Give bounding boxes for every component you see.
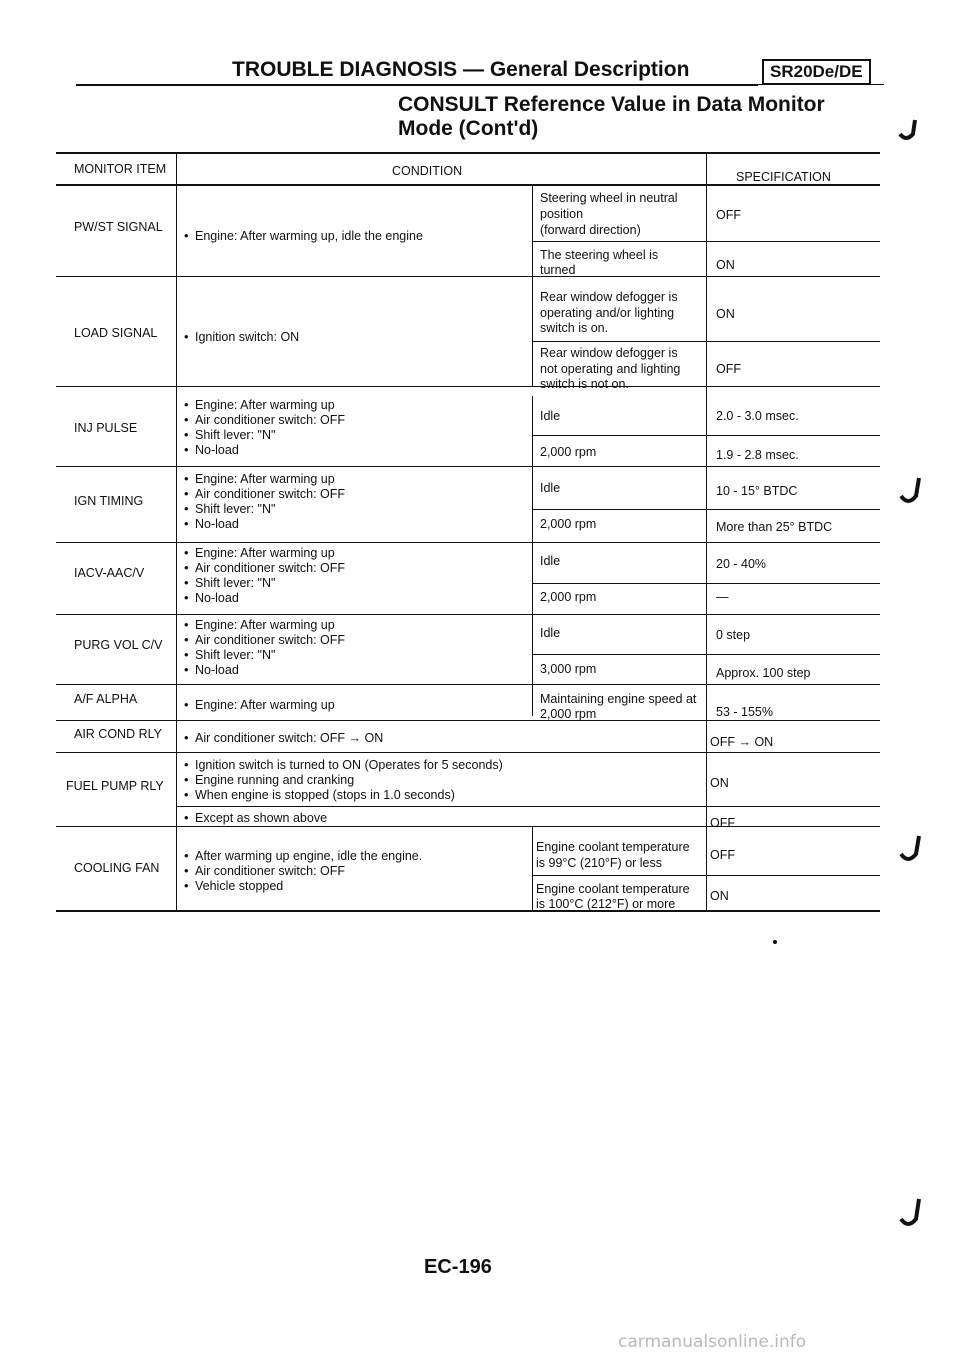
monitor-item: A/F ALPHA <box>74 692 138 706</box>
spec-value: ON <box>710 776 729 790</box>
monitor-item: FUEL PUMP RLY <box>66 779 164 793</box>
check-mark-icon <box>898 474 928 508</box>
check-mark-icon <box>896 116 926 146</box>
condition-text: • Engine: After warming up <box>184 697 335 713</box>
spec-value: OFF <box>710 848 735 862</box>
monitor-item: PW/ST SIGNAL <box>74 220 163 234</box>
sub-condition: not operating and lighting <box>540 362 681 376</box>
section-title-line2: Mode (Cont'd) <box>398 117 539 140</box>
monitor-item: IACV-AAC/V <box>74 566 145 580</box>
spec-value: OFF <box>710 816 735 830</box>
col-header-condition: CONDITION <box>392 164 463 178</box>
condition-text: • Engine: After warming up <box>184 471 335 487</box>
spec-value: 10 - 15° BTDC <box>716 484 798 498</box>
condition-text: • Engine running and cranking <box>184 772 354 788</box>
sub-condition: Rear window defogger is <box>540 346 678 360</box>
condition-text: • No-load <box>184 442 239 458</box>
engine-badge: SR20De/DE <box>762 59 871 85</box>
sub-condition: Idle <box>540 554 561 568</box>
condition-text: • Air conditioner switch: OFF → ON <box>184 730 383 746</box>
spec-value: OFF <box>716 208 741 222</box>
sub-condition: The steering wheel is <box>540 248 659 262</box>
spec-value: ON <box>716 258 735 272</box>
condition-text: • Shift lever: "N" <box>184 647 275 663</box>
sub-condition: operating and/or lighting <box>540 306 675 320</box>
sub-condition: Engine coolant temperature <box>536 882 690 896</box>
page-number: EC-196 <box>424 1256 492 1278</box>
condition-text: • After warming up engine, idle the engine. <box>184 848 422 864</box>
page-title: TROUBLE DIAGNOSIS — General Description <box>232 58 690 81</box>
monitor-item: PURG VOL C/V <box>74 638 163 652</box>
spec-value: ON <box>716 307 735 321</box>
spec-value: OFF <box>716 362 741 376</box>
spec-value: Approx. 100 step <box>716 666 811 680</box>
monitor-item: INJ PULSE <box>74 421 138 435</box>
condition-text: • Air conditioner switch: OFF <box>184 486 345 502</box>
sub-condition: Idle <box>540 626 561 640</box>
condition-text: • Shift lever: "N" <box>184 575 275 591</box>
col-header-specification: SPECIFICATION <box>736 170 831 184</box>
condition-text: • No-load <box>184 590 239 606</box>
spec-value: OFF → ON <box>710 735 774 749</box>
condition-text: • Except as shown above <box>184 810 327 826</box>
monitor-item: AIR COND RLY <box>74 727 162 741</box>
sub-condition: Engine coolant temperature <box>536 840 690 854</box>
spec-value: 0 step <box>716 628 751 642</box>
monitor-item: LOAD SIGNAL <box>74 326 158 340</box>
check-mark-icon <box>898 1195 928 1231</box>
spec-value: 1.9 - 2.8 msec. <box>716 448 799 462</box>
sub-condition: position <box>540 207 584 221</box>
sub-condition: is 99°C (210°F) or less <box>536 856 663 870</box>
footer-watermark: carmanualsonline.info <box>618 1332 807 1352</box>
condition-text: • Vehicle stopped <box>184 878 283 894</box>
sub-condition: Idle <box>540 481 561 495</box>
condition-text: • No-load <box>184 662 239 678</box>
condition-text: • Engine: After warming up <box>184 545 335 561</box>
condition-text: • Engine: After warming up <box>184 397 335 413</box>
condition-text: • Shift lever: "N" <box>184 427 275 443</box>
sub-condition: Idle <box>540 409 561 423</box>
condition-text: • Air conditioner switch: OFF <box>184 560 345 576</box>
condition-text: • When engine is stopped (stops in 1.0 seconds) <box>184 787 455 803</box>
sub-condition: 2,000 rpm <box>540 707 597 721</box>
title-rule-right <box>758 84 884 85</box>
sub-condition: switch is not on. <box>540 377 629 391</box>
title-rule <box>76 84 758 86</box>
spec-value: 2.0 - 3.0 msec. <box>716 409 799 423</box>
col-header-monitor-item: MONITOR ITEM <box>74 162 167 176</box>
condition-text: • Engine: After warming up, idle the engine <box>184 228 423 244</box>
sub-condition: switch is on. <box>540 321 609 335</box>
spec-value: 53 - 155% <box>716 705 773 719</box>
spec-value: More than 25° BTDC <box>716 520 833 534</box>
monitor-item: COOLING FAN <box>74 861 160 875</box>
spec-value: — <box>716 590 729 604</box>
sub-condition: 2,000 rpm <box>540 517 597 531</box>
section-title <box>398 93 825 141</box>
sub-condition: is 100°C (212°F) or more <box>536 897 676 911</box>
section-title-line1: CONSULT Reference Value in Data Monitor <box>398 93 825 116</box>
condition-text: • Shift lever: "N" <box>184 501 275 517</box>
condition-text: • Air conditioner switch: OFF <box>184 863 345 879</box>
sub-condition: 2,000 rpm <box>540 445 597 459</box>
spec-value: 20 - 40% <box>716 557 767 571</box>
sub-condition: turned <box>540 263 576 277</box>
check-mark-icon <box>898 832 928 866</box>
condition-text: • Air conditioner switch: OFF <box>184 632 345 648</box>
sub-condition: Maintaining engine speed at <box>540 692 697 706</box>
sub-condition: Steering wheel in neutral <box>540 191 678 205</box>
condition-text: • Engine: After warming up <box>184 617 335 633</box>
condition-text: • Ignition switch is turned to ON (Operates for 5 seconds) <box>184 757 503 773</box>
sub-condition: 3,000 rpm <box>540 662 597 676</box>
sub-condition: 2,000 rpm <box>540 590 597 604</box>
sub-condition: Rear window defogger is <box>540 290 678 304</box>
condition-text: • Air conditioner switch: OFF <box>184 412 345 428</box>
sub-condition: (forward direction) <box>540 223 641 237</box>
condition-text: • Ignition switch: ON <box>184 329 299 345</box>
monitor-item: IGN TIMING <box>74 494 144 508</box>
spec-value: ON <box>710 889 729 903</box>
condition-text: • No-load <box>184 516 239 532</box>
scan-dot <box>773 940 777 944</box>
